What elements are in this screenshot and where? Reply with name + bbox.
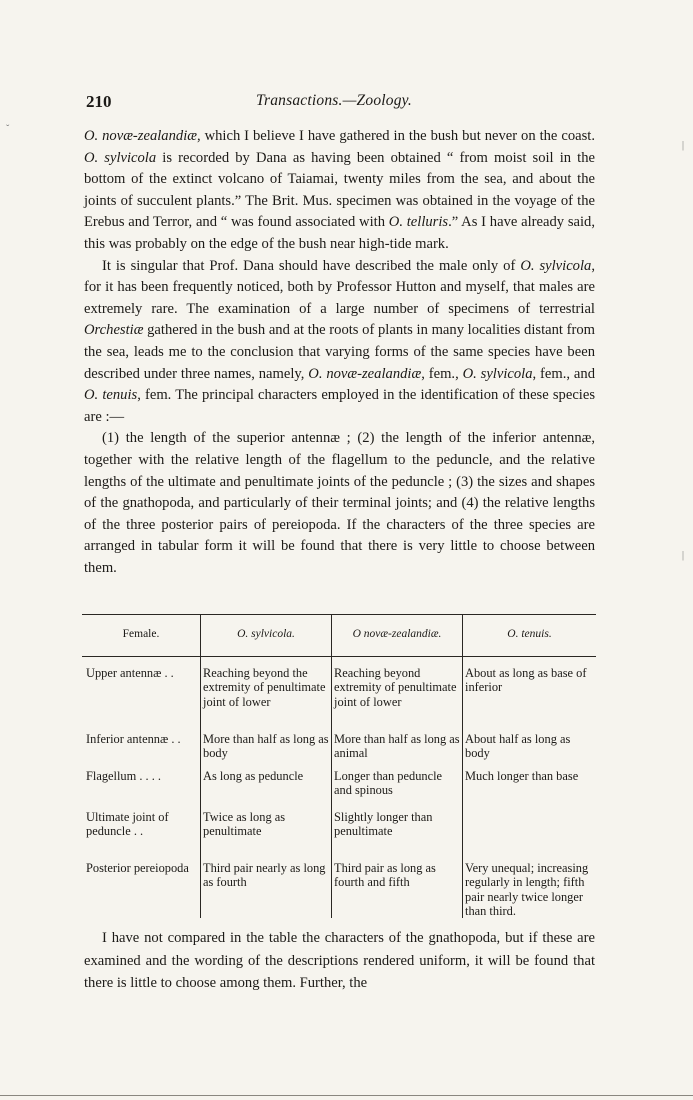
table-column-divider [462, 614, 463, 918]
running-title: Transactions.—Zoology. [256, 92, 412, 109]
paragraph-text: (1) the length of the superior antennæ ; (2) the length of the inferior antennæ, together with the relative length of the flagellum to the peduncle, and the relative lengths of the ultimate and penultimate joints of the peduncle ; (3) the sizes and shapes of the gnathopoda, and particularly of their terminal joints; and (4) the relative lengths of the three posterior pairs of pereiopoda. If the characters of the three species are arranged in tabular form it will be found that there is very little to choose between them. [84, 430, 595, 576]
table-cell: Twice as long as penultimate [203, 810, 286, 839]
page-bottom-rule [0, 1095, 693, 1096]
paragraph-text: , fem., [421, 365, 463, 382]
italic-species-name: Orchestiæ [84, 322, 144, 339]
page-header [86, 92, 606, 114]
table-cell: More than half as long as body [203, 732, 329, 761]
paragraph-text: is recorded by Dana as having been obtained “ from moist soil in the bottom of the extinct volcano of Taiamai, twenty miles from the sea, and about the joints of succulent plants.” The Brit. Mus. specimen was obtained in the voyage of the Erebus and Terror, and “ was found associated with [84, 149, 595, 231]
table-cell: Much longer than base [465, 769, 579, 783]
margin-mark: ˇ [6, 124, 10, 135]
table-cell: Slightly longer than penultimate [334, 810, 433, 839]
italic-species-name: O. sylvicola [520, 257, 592, 274]
table-top-rule [82, 614, 596, 615]
margin-mark: | [682, 550, 685, 561]
body-paragraph [84, 428, 595, 579]
table-row-label: Upper antennæ . . [86, 666, 174, 680]
body-paragraph [84, 256, 595, 429]
paragraph-text: , fem., and [532, 365, 595, 382]
table-header-sylvicola-text: O. sylvicola. [237, 628, 295, 640]
table-cell: Third pair nearly as long as fourth [203, 861, 326, 890]
closing-text [84, 927, 595, 995]
paragraph-text: It is singular that Prof. Dana should have described the male only of [102, 257, 521, 274]
table-header-female: Female. [122, 628, 160, 640]
margin-mark: | [682, 140, 685, 151]
table-cell: About as long as base of inferior [465, 666, 587, 695]
body-text [84, 126, 595, 579]
closing-paragraph: I have not compared in the table the characters of the gnathopoda, but if these are examined and the wording of the descriptions rendered uniform, it will be found that there is little to choose among them. Further, the [84, 930, 595, 991]
table-cell: More than half as long as animal [334, 732, 460, 761]
paragraph-text: , which I believe I have gathered in the bush but never on the coast. [196, 128, 595, 144]
table-header-sylvicola [201, 628, 331, 640]
table-header-tenuis [463, 628, 596, 640]
table-row-label: Ultimate joint of peduncle . . [86, 810, 169, 839]
italic-species-name: O. sylvicola [462, 365, 533, 382]
table-row-label: Flagellum . . . . [86, 769, 162, 783]
table-header-rule [82, 656, 596, 657]
table-header-novae-zealandiae-text: O novæ-zealandiæ. [352, 628, 442, 640]
table-cell: As long as peduncle [203, 769, 304, 783]
paragraph-text: gathered in the bush and at the roots of plants in many localities distant from the sea, leads me to the conclusion that varying forms of the same species have been described under three names, namely, [84, 322, 595, 382]
table-row-label: Posterior pereiopoda [86, 861, 189, 875]
italic-species-name: O. novæ-zealandiæ [84, 128, 197, 144]
page-number: 210 [86, 92, 112, 111]
italic-species-name: O. tenuis [84, 387, 138, 404]
table-cell: Third pair as long as fourth and fifth [334, 861, 436, 890]
comparison-table [82, 614, 596, 918]
table-column-divider [331, 614, 332, 918]
table-cell: Reaching beyond extremity of penultimate joint of lower [334, 666, 457, 709]
italic-species-name: O. sylvicola [84, 149, 157, 166]
italic-species-name: O. telluris [388, 214, 449, 231]
table-cell: Reaching beyond the extremity of penultimate joint of lower [203, 666, 326, 709]
paragraph-text: .” As I have already said, this was probably on the edge of the bush near high-tide mark. [84, 214, 595, 252]
paragraph-text: , for it has been frequently noticed, both by Professor Hutton and myself, that males are extremely rare. The examination of a large number of specimens of terrestrial [84, 257, 595, 317]
table-row-label: Inferior antennæ . . [86, 732, 181, 746]
table-cell: About half as long as body [465, 732, 571, 761]
table-cell: Very unequal; increasing regularly in length; fifth pair nearly twice longer than third. [465, 861, 589, 919]
paragraph-text: , fem. The principal characters employed in the identification of these species are :— [84, 387, 596, 425]
table-header-tenuis-text: O. tenuis. [507, 628, 552, 640]
italic-species-name: O. novæ-zealandiæ [308, 365, 422, 382]
table-header-novae-zealandiae [332, 628, 462, 640]
table-cell: Longer than peduncle and spinous [334, 769, 443, 798]
body-paragraph [84, 126, 595, 256]
